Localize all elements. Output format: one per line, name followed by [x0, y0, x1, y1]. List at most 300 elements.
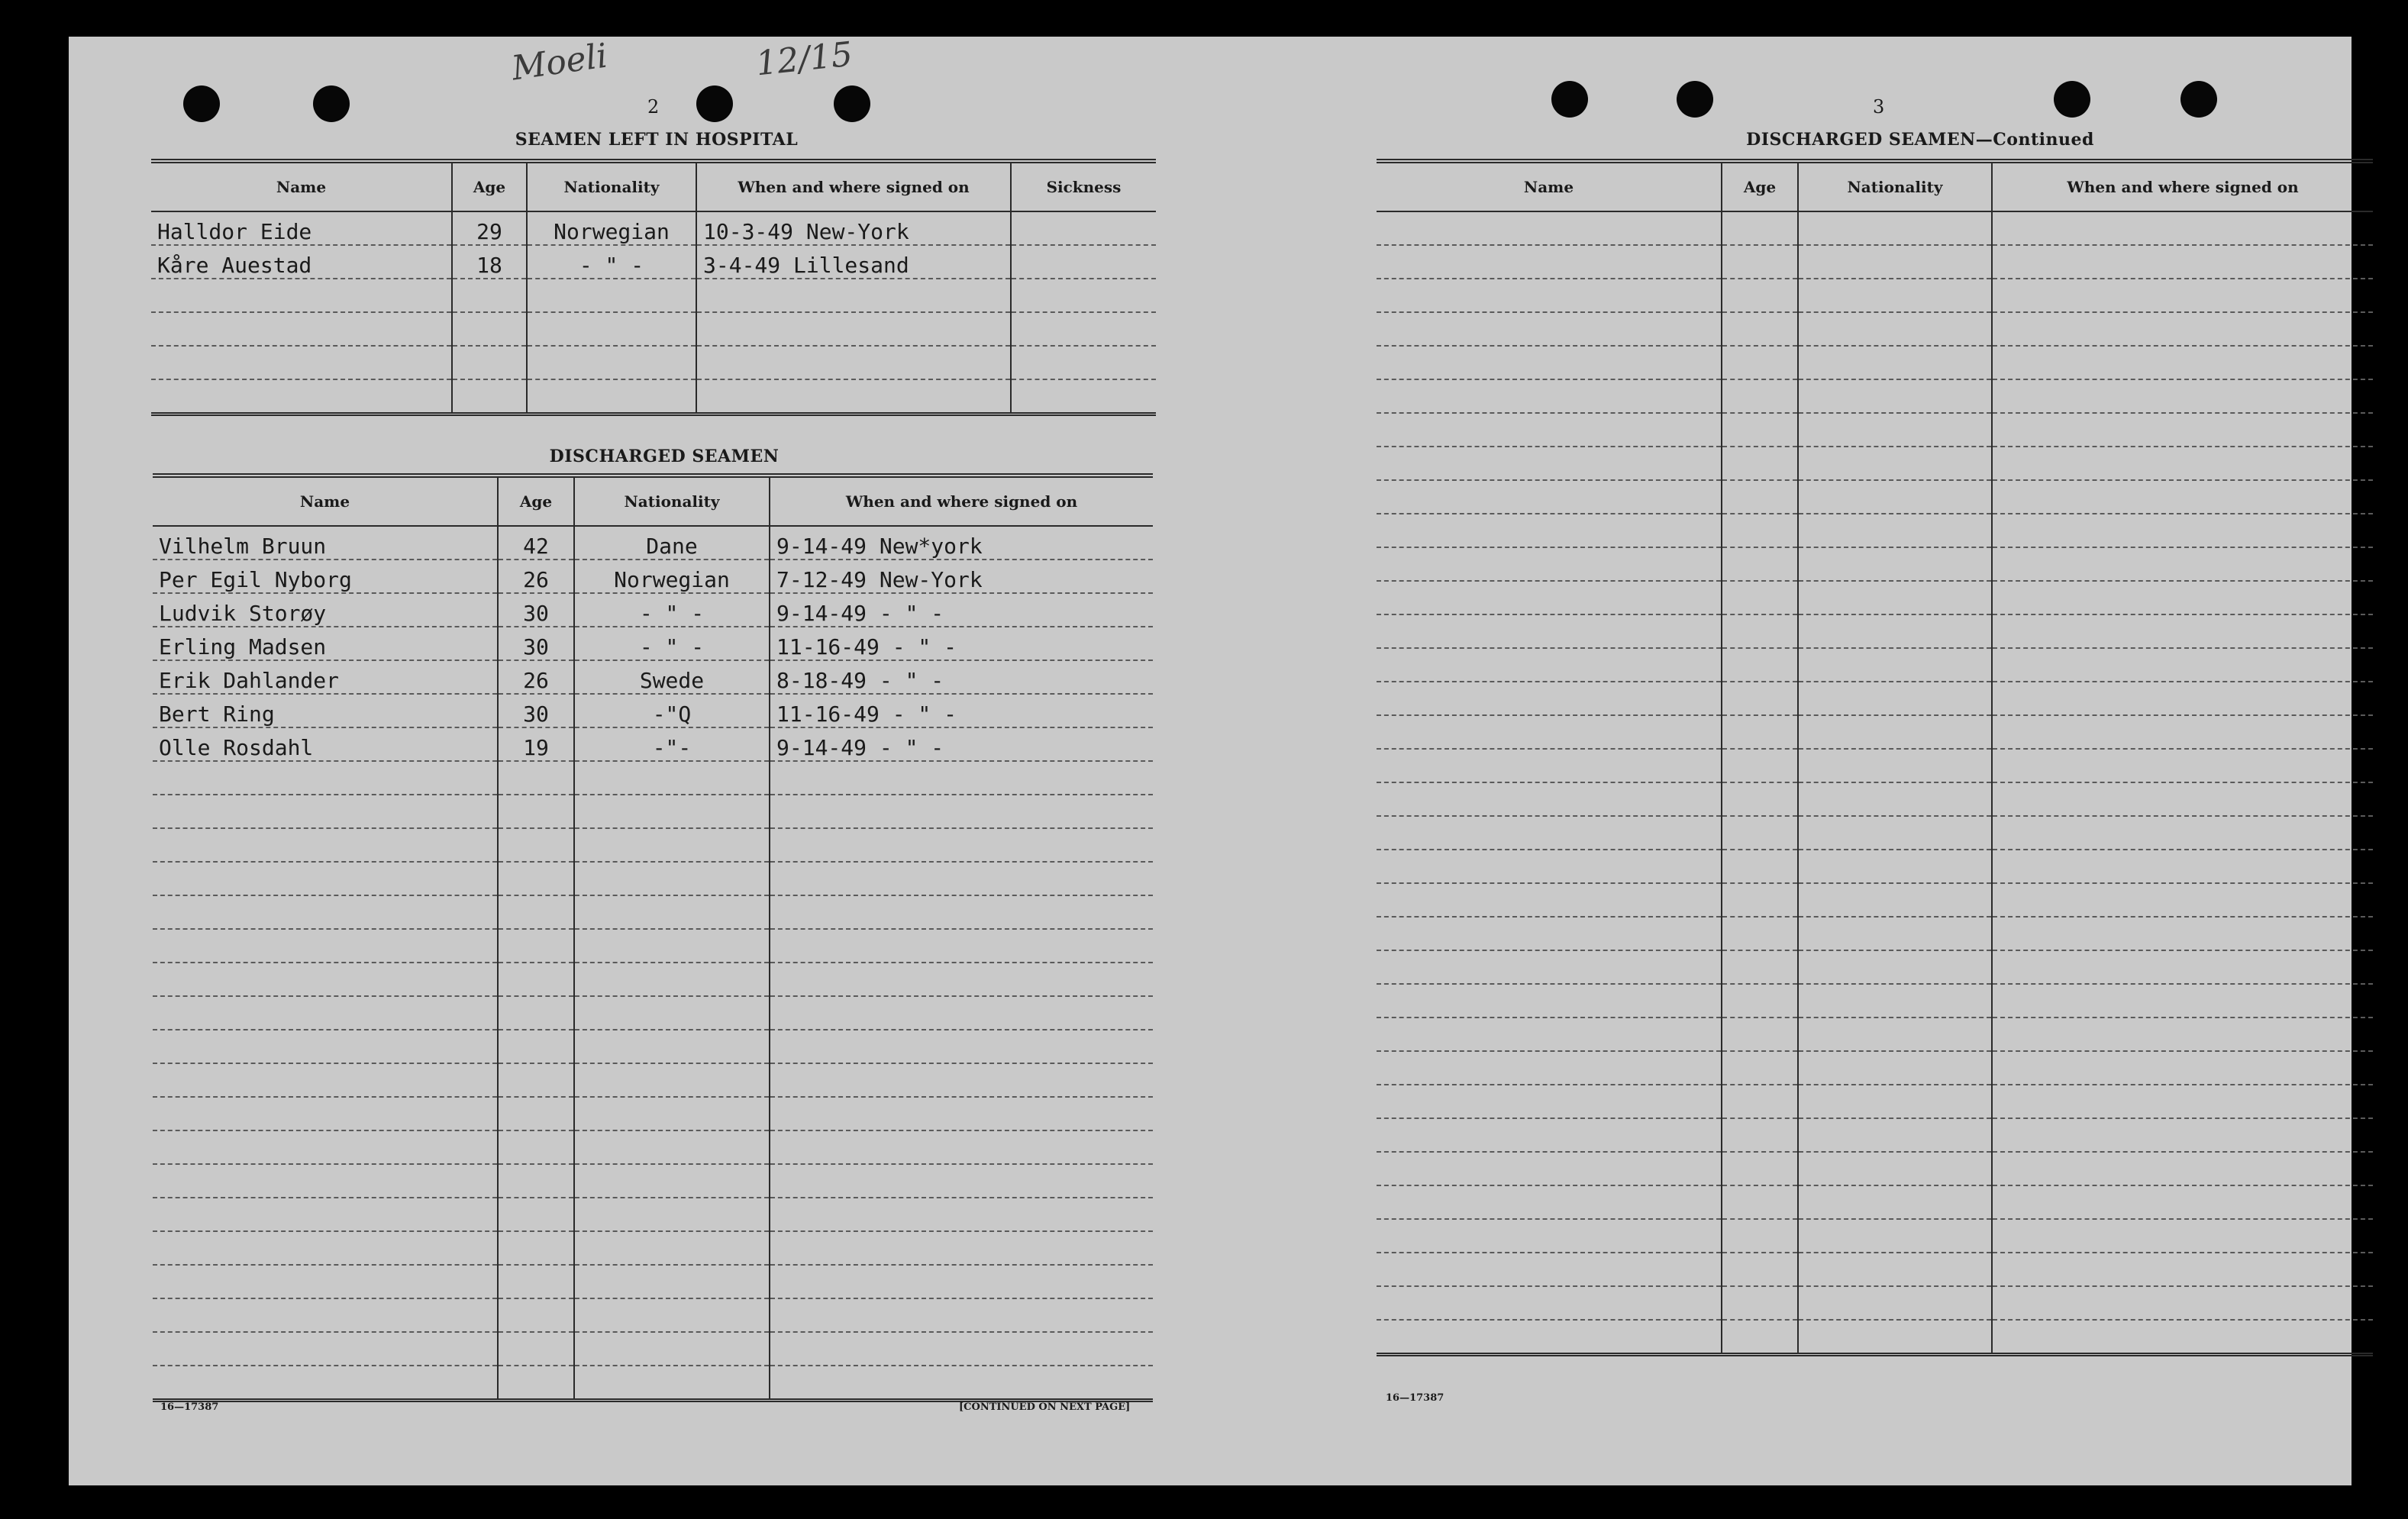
table-cell [770, 828, 1153, 862]
table-cell [1798, 312, 1992, 346]
table-cell [1722, 413, 1798, 447]
table-cell [153, 1231, 498, 1265]
continued-table [1377, 159, 2373, 1356]
table-cell [1722, 211, 1798, 245]
table-cell [1992, 413, 2373, 447]
table-cell [151, 379, 452, 414]
table-cell [153, 1097, 498, 1130]
table-cell [1377, 749, 1722, 782]
table-cell [452, 279, 527, 312]
blank-row [1377, 682, 2373, 715]
blank-row [1377, 211, 2373, 245]
table-cell [1798, 816, 1992, 850]
table-cell [1992, 1185, 2373, 1219]
column-header: When and where signed on [770, 476, 1153, 526]
table-cell [153, 795, 498, 828]
table-cell [1722, 447, 1798, 480]
table-cell [1992, 850, 2373, 883]
table-cell [1722, 1286, 1798, 1320]
table-cell: 8-18-49 - " - [770, 660, 1153, 694]
table-cell [1798, 1253, 1992, 1286]
column-header: Sickness [1011, 161, 1156, 211]
table-cell [1722, 547, 1798, 581]
table-cell: Norwegian [574, 560, 770, 593]
table-cell [1992, 1219, 2373, 1253]
ledger-sheet [69, 34, 2352, 1485]
table-cell [574, 1231, 770, 1265]
table-cell [1011, 379, 1156, 414]
table-cell: 9-14-49 - " - [770, 593, 1153, 627]
table-cell [1722, 749, 1798, 782]
table-cell [498, 862, 574, 895]
table-cell [1722, 581, 1798, 614]
table-cell: 18 [452, 245, 527, 279]
table-cell [1377, 850, 1722, 883]
blank-row [153, 1366, 1153, 1401]
table-cell [1722, 480, 1798, 514]
table-cell [1377, 816, 1722, 850]
table-cell [574, 1164, 770, 1198]
blank-row [153, 929, 1153, 963]
table-cell [1377, 682, 1722, 715]
blank-row [1377, 480, 2373, 514]
table-row [153, 593, 1153, 627]
table-cell [498, 1366, 574, 1401]
table-cell [1992, 279, 2373, 312]
column-header: When and where signed on [696, 161, 1011, 211]
table-cell [770, 1231, 1153, 1265]
blank-row [1377, 447, 2373, 480]
table-cell [153, 1298, 498, 1332]
table-cell [1722, 850, 1798, 883]
blank-row [153, 795, 1153, 828]
table-cell: 9-14-49 - " - [770, 727, 1153, 761]
table-cell [527, 312, 696, 346]
table-cell [1377, 1152, 1722, 1185]
table-cell [770, 1366, 1153, 1401]
blank-row [1377, 1320, 2373, 1355]
table-cell [1992, 984, 2373, 1018]
table-cell [1992, 950, 2373, 984]
table-cell [498, 963, 574, 996]
table-cell: Olle Rosdahl [153, 727, 498, 761]
table-cell [1722, 883, 1798, 917]
blank-row [151, 346, 1156, 379]
table-cell [1377, 581, 1722, 614]
table-cell: 29 [452, 211, 527, 245]
table-cell [527, 346, 696, 379]
table-cell [1992, 547, 2373, 581]
table-cell [1992, 614, 2373, 648]
table-cell [1722, 816, 1798, 850]
table-cell [498, 795, 574, 828]
table-cell [153, 761, 498, 795]
table-cell [1992, 211, 2373, 245]
table-cell [498, 1097, 574, 1130]
blank-row [1377, 749, 2373, 782]
table-cell: - " - [574, 593, 770, 627]
table-cell [770, 996, 1153, 1030]
table-cell [1798, 984, 1992, 1018]
table-cell [1798, 1152, 1992, 1185]
blank-row [1377, 1185, 2373, 1219]
table-cell [1722, 917, 1798, 950]
blank-row [1377, 950, 2373, 984]
table-cell [1722, 346, 1798, 379]
table-cell [1992, 581, 2373, 614]
blank-row [1377, 1253, 2373, 1286]
table-cell [1798, 447, 1992, 480]
table-cell [770, 1164, 1153, 1198]
blank-row [153, 862, 1153, 895]
table-cell [1798, 245, 1992, 279]
table-cell [770, 929, 1153, 963]
page-number: 2 [647, 96, 660, 118]
table-cell [1722, 245, 1798, 279]
table-cell [574, 1332, 770, 1366]
table-cell [153, 1164, 498, 1198]
table-cell [151, 346, 452, 379]
table-cell [153, 996, 498, 1030]
blank-row [1377, 917, 2373, 950]
table-cell [498, 1298, 574, 1332]
handwritten-name: Moeli [509, 36, 610, 89]
blank-row [1377, 850, 2373, 883]
blank-row [153, 1097, 1153, 1130]
blank-row [1377, 1152, 2373, 1185]
table-row [151, 245, 1156, 279]
blank-row [153, 1030, 1153, 1063]
blank-row [153, 1198, 1153, 1231]
punch-hole [183, 85, 220, 122]
blank-row [1377, 1085, 2373, 1118]
table-cell [1798, 379, 1992, 413]
table-cell [770, 795, 1153, 828]
table-cell: Vilhelm Bruun [153, 526, 498, 560]
table-cell [1377, 547, 1722, 581]
blank-row [1377, 1051, 2373, 1085]
table-cell: 19 [498, 727, 574, 761]
continued-section-title-suffix: —Continued [1975, 130, 2094, 150]
table-cell: 3-4-49 Lillesand [696, 245, 1011, 279]
table-cell [498, 929, 574, 963]
table-cell [1377, 917, 1722, 950]
table-cell [1798, 1085, 1992, 1118]
table-cell [1798, 682, 1992, 715]
table-cell [574, 963, 770, 996]
column-header: Age [498, 476, 574, 526]
table-cell [498, 828, 574, 862]
table-cell [153, 1265, 498, 1298]
punch-hole [313, 85, 350, 122]
blank-row [1377, 346, 2373, 379]
blank-row [1377, 547, 2373, 581]
table-cell [1798, 715, 1992, 749]
table-cell [153, 862, 498, 895]
table-cell [1377, 1320, 1722, 1355]
table-cell [1722, 950, 1798, 984]
table-cell [770, 1063, 1153, 1097]
table-cell [498, 1265, 574, 1298]
table-cell [770, 1332, 1153, 1366]
punch-hole [2180, 81, 2217, 118]
blank-row [1377, 514, 2373, 547]
blank-row [1377, 1118, 2373, 1152]
table-cell [770, 862, 1153, 895]
table-cell: Ludvik Storøy [153, 593, 498, 627]
table-cell: 30 [498, 627, 574, 660]
table-cell [1798, 1018, 1992, 1051]
column-header: Name [1377, 161, 1722, 211]
blank-row [1377, 1286, 2373, 1320]
punch-hole [2054, 81, 2090, 118]
blank-row [153, 1130, 1153, 1164]
table-cell [1011, 279, 1156, 312]
table-cell [1722, 1118, 1798, 1152]
table-row [153, 694, 1153, 727]
table-cell [1377, 1286, 1722, 1320]
table-cell: 7-12-49 New-York [770, 560, 1153, 593]
table-cell [574, 1063, 770, 1097]
table-cell [1992, 447, 2373, 480]
table-cell: 10-3-49 New-York [696, 211, 1011, 245]
blank-row [1377, 782, 2373, 816]
table-cell: -"Q [574, 694, 770, 727]
table-cell: - " - [574, 627, 770, 660]
table-cell [498, 1130, 574, 1164]
table-cell [153, 1198, 498, 1231]
left-page [69, 34, 1210, 1485]
table-cell [153, 963, 498, 996]
table-cell [1722, 715, 1798, 749]
table-cell [1798, 648, 1992, 682]
table-cell [1377, 614, 1722, 648]
table-cell [1377, 883, 1722, 917]
table-cell [1992, 1051, 2373, 1085]
table-cell: Swede [574, 660, 770, 694]
blank-row [151, 379, 1156, 414]
table-cell [574, 1366, 770, 1401]
table-cell [1992, 480, 2373, 514]
table-cell [498, 1164, 574, 1198]
table-cell [1992, 749, 2373, 782]
hospital-section-title: SEAMEN LEFT IN HOSPITAL [515, 130, 799, 150]
table-cell [574, 795, 770, 828]
table-cell [1992, 1085, 2373, 1118]
table-cell [1798, 514, 1992, 547]
table-row [153, 627, 1153, 660]
table-cell: Norwegian [527, 211, 696, 245]
table-cell [1377, 1219, 1722, 1253]
column-header: When and where signed on [1992, 161, 2373, 211]
table-cell [574, 761, 770, 795]
table-cell [153, 828, 498, 862]
table-cell [770, 963, 1153, 996]
table-cell [574, 1198, 770, 1231]
table-cell: 30 [498, 593, 574, 627]
table-cell [1992, 346, 2373, 379]
handwritten-date: 12/15 [754, 34, 855, 84]
blank-row [153, 1231, 1153, 1265]
table-cell: 26 [498, 560, 574, 593]
table-cell [696, 312, 1011, 346]
table-cell [1722, 614, 1798, 648]
table-cell [1992, 312, 2373, 346]
table-cell [574, 1298, 770, 1332]
table-cell: Per Egil Nyborg [153, 560, 498, 593]
table-cell [1992, 917, 2373, 950]
table-cell: 11-16-49 - " - [770, 694, 1153, 727]
table-cell [1722, 1253, 1798, 1286]
blank-row [153, 1063, 1153, 1097]
table-cell [1798, 782, 1992, 816]
blank-row [151, 279, 1156, 312]
table-cell [1377, 514, 1722, 547]
table-cell [498, 1198, 574, 1231]
table-cell [498, 996, 574, 1030]
table-cell [1798, 279, 1992, 312]
table-cell [1011, 346, 1156, 379]
table-cell [1722, 312, 1798, 346]
table-cell [1722, 648, 1798, 682]
table-cell: 42 [498, 526, 574, 560]
table-cell [498, 1231, 574, 1265]
table-cell [1011, 312, 1156, 346]
blank-row [1377, 312, 2373, 346]
discharged-section-title: DISCHARGED SEAMEN [549, 447, 780, 466]
table-cell [1992, 1320, 2373, 1355]
table-cell [1798, 917, 1992, 950]
table-cell [1377, 1051, 1722, 1085]
table-cell [696, 379, 1011, 414]
table-cell [1798, 614, 1992, 648]
table-cell [1992, 514, 2373, 547]
table-cell [1722, 379, 1798, 413]
table-cell [153, 1063, 498, 1097]
continued-section-title-main: DISCHARGED SEAMEN [1746, 130, 1976, 150]
table-cell [1722, 1018, 1798, 1051]
table-cell [574, 862, 770, 895]
table-cell [1798, 346, 1992, 379]
table-cell [1992, 816, 2373, 850]
blank-row [1377, 245, 2373, 279]
table-cell: Kåre Auestad [151, 245, 452, 279]
blank-row [1377, 1219, 2373, 1253]
table-row [153, 727, 1153, 761]
table-cell [1722, 782, 1798, 816]
table-row [153, 560, 1153, 593]
table-cell [1377, 1018, 1722, 1051]
table-cell [1722, 1219, 1798, 1253]
blank-row [1377, 883, 2373, 917]
table-cell [770, 1265, 1153, 1298]
blank-row [153, 761, 1153, 795]
table-cell [1377, 715, 1722, 749]
blank-row [153, 996, 1153, 1030]
table-cell [574, 929, 770, 963]
table-cell [1377, 1253, 1722, 1286]
table-cell: Bert Ring [153, 694, 498, 727]
continued-note: [CONTINUED ON NEXT PAGE] [959, 1401, 1131, 1413]
table-cell [574, 1130, 770, 1164]
blank-row [153, 963, 1153, 996]
blank-row [153, 1265, 1153, 1298]
table-cell [452, 379, 527, 414]
table-cell: Dane [574, 526, 770, 560]
column-header: Nationality [1798, 161, 1992, 211]
blank-row [153, 1332, 1153, 1366]
table-cell [770, 895, 1153, 929]
table-cell [498, 761, 574, 795]
table-cell: 9-14-49 New*york [770, 526, 1153, 560]
table-cell: Halldor Eide [151, 211, 452, 245]
table-cell [498, 1332, 574, 1366]
table-cell [1011, 245, 1156, 279]
table-cell [1722, 1185, 1798, 1219]
table-cell [1798, 1219, 1992, 1253]
table-cell [770, 1030, 1153, 1063]
table-row [151, 211, 1156, 245]
table-cell [1377, 379, 1722, 413]
table-cell [574, 828, 770, 862]
table-cell [498, 1063, 574, 1097]
blank-row [1377, 1018, 2373, 1051]
table-cell [1377, 782, 1722, 816]
table-cell [1377, 984, 1722, 1018]
table-cell [1377, 648, 1722, 682]
table-cell [1992, 648, 2373, 682]
table-cell [1377, 1185, 1722, 1219]
table-cell [153, 1332, 498, 1366]
table-cell [574, 1030, 770, 1063]
table-cell [770, 1198, 1153, 1231]
blank-row [1377, 984, 2373, 1018]
table-cell [574, 895, 770, 929]
table-cell [1798, 581, 1992, 614]
table-cell [1377, 279, 1722, 312]
table-cell [574, 1265, 770, 1298]
table-cell: - " - [527, 245, 696, 279]
form-number: 16—17387 [160, 1401, 219, 1413]
column-header: Nationality [527, 161, 696, 211]
hospital-table [151, 159, 1156, 416]
table-cell [1798, 850, 1992, 883]
table-cell [1377, 245, 1722, 279]
punch-hole [696, 85, 733, 122]
table-cell [1377, 480, 1722, 514]
table-cell [1722, 514, 1798, 547]
table-cell: -"- [574, 727, 770, 761]
table-cell [1798, 1286, 1992, 1320]
punch-hole [1551, 81, 1588, 118]
table-cell [1798, 413, 1992, 447]
table-cell [151, 312, 452, 346]
table-cell [1377, 211, 1722, 245]
table-cell: 11-16-49 - " - [770, 627, 1153, 660]
discharged-table [153, 473, 1153, 1402]
table-cell [1798, 749, 1992, 782]
table-cell [770, 1130, 1153, 1164]
table-cell [1377, 413, 1722, 447]
table-cell: Erling Madsen [153, 627, 498, 660]
table-cell [1798, 211, 1992, 245]
blank-row [151, 312, 1156, 346]
punch-hole [1677, 81, 1713, 118]
table-cell [770, 761, 1153, 795]
column-header: Age [1722, 161, 1798, 211]
table-cell [1992, 245, 2373, 279]
table-cell [527, 379, 696, 414]
